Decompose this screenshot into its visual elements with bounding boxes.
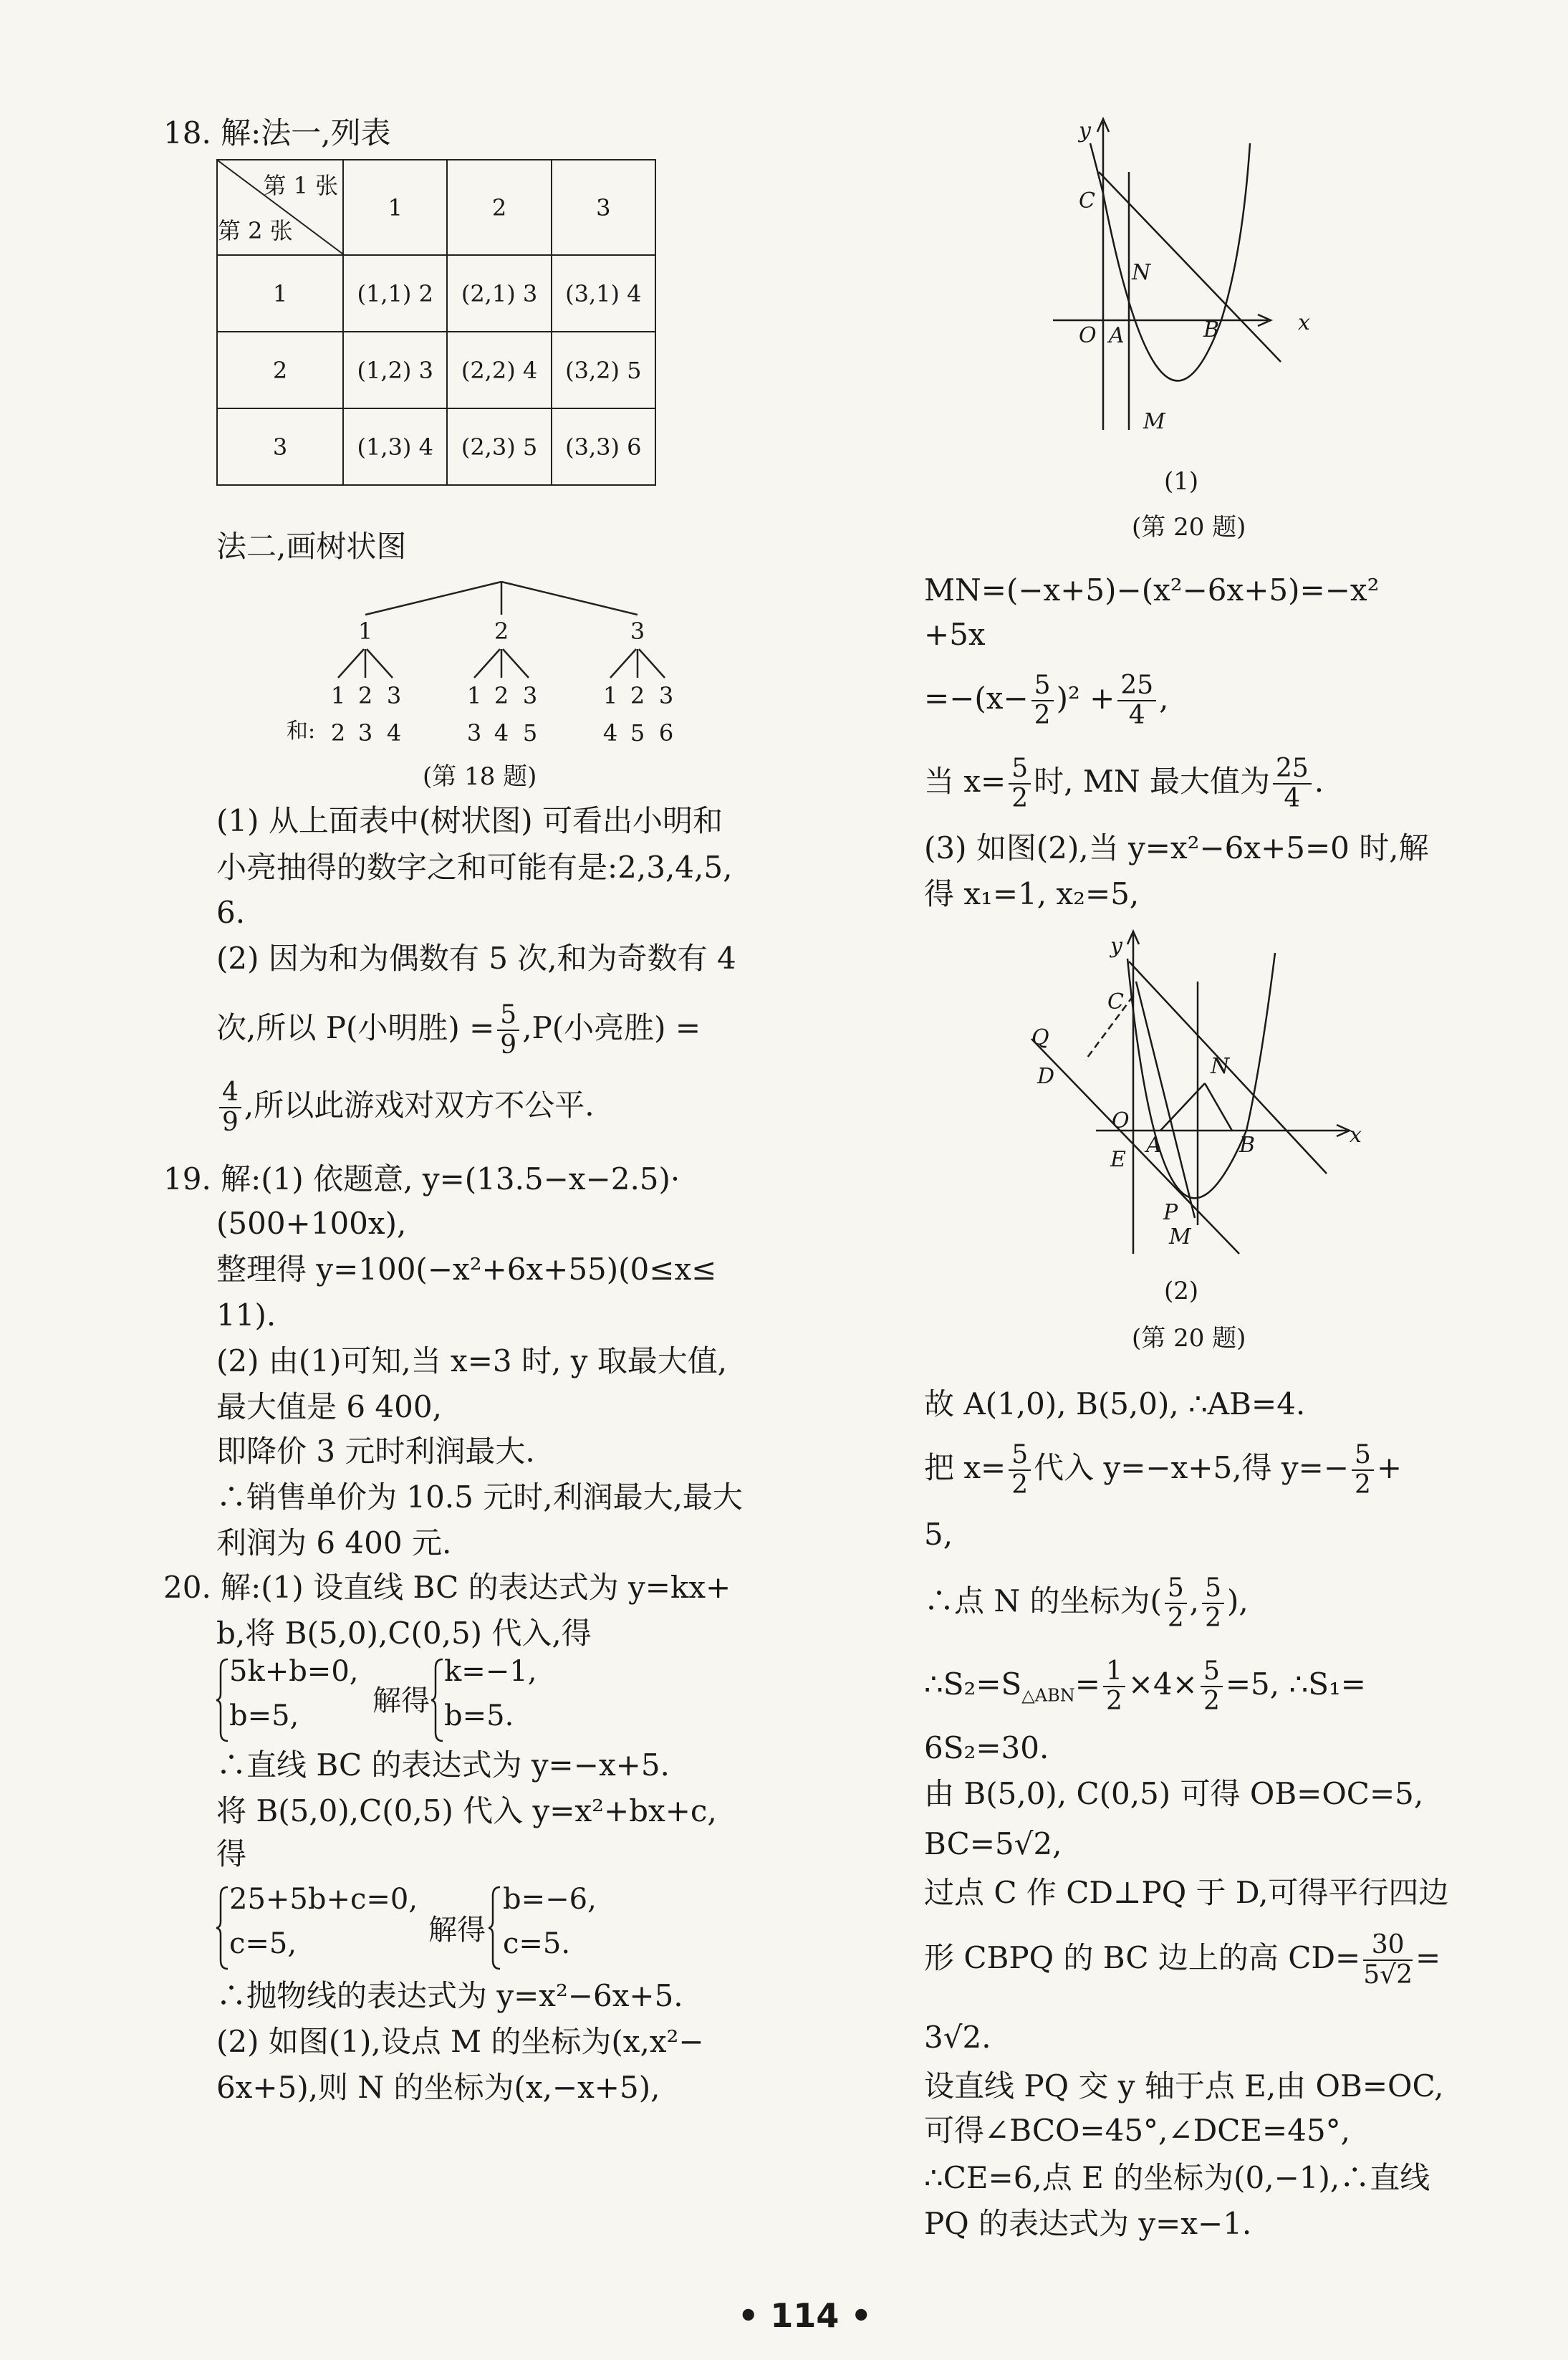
tree-sum: 3 (357, 719, 373, 747)
q19-line9: 利润为 6 400 元. (216, 1525, 452, 1560)
q18-part2-line3 (216, 1073, 595, 1138)
fig2-caption: (第 20 题) (1132, 1324, 1246, 1353)
q20-right2-8: BC=5√2, (924, 1826, 1062, 1861)
label-M: M (1143, 409, 1165, 434)
q18-heading: 18. 解:法一,列表 (163, 115, 391, 150)
fraction: $\frac{1}{2}$ (1103, 1657, 1125, 1716)
tree-l1-node: 3 (630, 618, 645, 645)
eq: b=5. (444, 1699, 514, 1732)
fraction: $\frac{5}{2}$ (1352, 1441, 1374, 1500)
label-B: B (1203, 317, 1220, 342)
table-cell: (3,1) 4 (552, 255, 655, 332)
label-C: C (1107, 989, 1124, 1014)
row-header: 2 (217, 332, 343, 408)
q18-part1-line3: 6. (216, 895, 246, 930)
tree-l2-node: 1 (466, 682, 482, 709)
figure-2 (1010, 924, 1382, 1261)
brace (431, 1658, 446, 1742)
text: ,P(小亮胜) = (522, 1010, 701, 1045)
subscript: △ABN (1021, 1685, 1075, 1706)
table-cell: (1,2) 3 (343, 332, 447, 408)
text: , (1159, 681, 1169, 716)
table-cell: (3,3) 6 (552, 408, 655, 485)
solve-label: 解得 (372, 1684, 430, 1717)
label-E: E (1110, 1147, 1126, 1172)
q20-line4: 将 B(5,0),C(0,5) 代入 y=x²+bx+c, (216, 1793, 717, 1828)
tree-sum: 2 (330, 719, 346, 747)
q19-line6: 最大值是 6 400, (216, 1389, 442, 1424)
q20-right-3 (924, 666, 1169, 731)
q20-right2-3: 5, (924, 1517, 953, 1552)
text: ×4× (1127, 1666, 1198, 1702)
q19-line1: 19. 解:(1) 依题意, y=(13.5−x−2.5)· (163, 1161, 680, 1196)
corner-bottom-label: 第 2 张 (218, 217, 293, 244)
text: =−(x− (924, 681, 1029, 716)
text: . (1314, 764, 1324, 799)
q20-right2-15: PQ 的表达式为 y=x−1. (924, 2206, 1252, 2241)
tree-sum: 6 (658, 719, 674, 747)
text: 次,所以 P(小明胜) = (216, 1010, 495, 1045)
label-N: N (1132, 260, 1151, 285)
fig1-caption: (第 20 题) (1132, 513, 1246, 542)
tree-l2-node: 2 (494, 682, 509, 709)
table-cell: (1,1) 2 (343, 255, 447, 332)
label-N: N (1211, 1054, 1230, 1079)
text: 代入 y=−x+5,得 y=− (1034, 1450, 1350, 1485)
eq: 25+5b+c=0, (229, 1883, 418, 1916)
eq: 5k+b=0, (229, 1655, 359, 1688)
fraction: $\frac{5}{2}$ (1031, 671, 1054, 730)
tree-l2-node: 1 (330, 682, 346, 709)
table-cell: (2,3) 5 (447, 408, 551, 485)
eq: c=5. (503, 1927, 571, 1960)
text: 把 x= (924, 1450, 1006, 1485)
text: ∴S₂=S (924, 1666, 1022, 1702)
col-header: 3 (552, 160, 655, 255)
q20-line3: ∴直线 BC 的表达式为 y=−x+5. (216, 1747, 670, 1783)
q20-right2-13: 可得∠BCO=45°,∠DCE=45°, (924, 2113, 1351, 2148)
q19-line8: ∴销售单价为 10.5 元时,利润最大,最大 (216, 1479, 743, 1515)
table-cell: (1,3) 4 (343, 408, 447, 485)
q19-line5: (2) 由(1)可知,当 x=3 时, y 取最大值, (216, 1343, 728, 1378)
table-cell: (2,1) 3 (447, 255, 551, 332)
fraction: $\frac{25}{4}$ (1117, 671, 1156, 730)
brace (216, 1886, 231, 1970)
q19-line4: 11). (216, 1297, 276, 1333)
tree-l2-node: 3 (386, 682, 402, 709)
fraction: $\frac{30}{5√2}$ (1363, 1930, 1413, 1990)
label-B: B (1239, 1133, 1256, 1158)
fraction: $\frac{25}{4}$ (1273, 754, 1312, 813)
tree-l2-node: 3 (522, 682, 538, 709)
q20-right2-4 (924, 1569, 1249, 1634)
solve-label: 解得 (428, 1914, 486, 1947)
q20-right-5: (3) 如图(2),当 y=x²−6x+5=0 时,解 (924, 830, 1429, 865)
text: 当 x= (924, 764, 1006, 799)
corner-top-label: 第 1 张 (263, 172, 339, 199)
text: 时, MN 最大值为 (1034, 764, 1270, 799)
q20-right2-10 (924, 1926, 1440, 1990)
q20-right-1: MN=(−x+5)−(x²−6x+5)=−x² (924, 572, 1380, 608)
q20-line5: 得 (216, 1836, 247, 1871)
row-header: 1 (217, 255, 343, 332)
q18-method2: 法二,画树状图 (216, 529, 407, 564)
col-header: 2 (447, 160, 551, 255)
eq: c=5, (229, 1927, 297, 1960)
q18-part1-line2: 小亮抽得的数字之和可能有是:2,3,4,5, (216, 850, 733, 885)
label-x: x (1350, 1123, 1362, 1148)
q18-part1-line1: (1) 从上面表中(树状图) 可看出小明和 (216, 803, 723, 838)
label-y: y (1110, 934, 1122, 959)
q20-right-2: +5x (924, 617, 986, 652)
label-A: A (1109, 323, 1125, 348)
q20-right2-7: 由 B(5,0), C(0,5) 可得 OB=OC=5, (924, 1776, 1424, 1811)
label-P: P (1163, 1200, 1178, 1225)
fig2-sub: (2) (1164, 1277, 1199, 1305)
fraction: $\frac{5}{9}$ (497, 1001, 519, 1060)
col-header: 1 (343, 160, 447, 255)
tree-l1-node: 2 (494, 618, 509, 645)
text: = (1415, 1940, 1441, 1975)
q20-line2: b,将 B(5,0),C(0,5) 代入,得 (216, 1616, 592, 1651)
q20-right2-6: 6S₂=30. (924, 1730, 1049, 1765)
q18-part2-line2 (216, 996, 701, 1060)
q20-right-6: 得 x₁=1, x₂=5, (924, 876, 1140, 911)
q20-right2-11: 3√2. (924, 2020, 991, 2055)
brace (216, 1658, 231, 1742)
text: ∴点 N 的坐标为( (924, 1583, 1162, 1618)
q20-line1: 20. 解:(1) 设直线 BC 的表达式为 y=kx+ (163, 1570, 731, 1605)
text: ,所以此游戏对双方不公平. (244, 1088, 595, 1123)
tree-sum-label: 和: (287, 719, 316, 744)
fraction: $\frac{5}{2}$ (1201, 1657, 1223, 1716)
table-cell: (3,2) 5 (552, 332, 655, 408)
text: 形 CBPQ 的 BC 边上的高 CD= (924, 1940, 1361, 1975)
q19-line7: 即降价 3 元时利润最大. (216, 1434, 535, 1469)
tree-l2-node: 2 (357, 682, 373, 709)
tree-l2-node: 3 (658, 682, 674, 709)
fig1-sub: (1) (1164, 467, 1199, 496)
label-O: O (1112, 1108, 1130, 1133)
text: )² + (1056, 681, 1115, 716)
tree-l2-node: 2 (630, 682, 645, 709)
table-row (217, 408, 655, 485)
q20-right2-1: 故 A(1,0), B(5,0), ∴AB=4. (924, 1386, 1306, 1421)
q20-right-4 (924, 749, 1324, 814)
label-A: A (1146, 1133, 1162, 1158)
label-M: M (1169, 1224, 1191, 1249)
tree-sum: 3 (466, 719, 482, 747)
tree-sum: 4 (386, 719, 402, 747)
q20-line8: 6x+5),则 N 的坐标为(x,−x+5), (216, 2070, 660, 2105)
q20-right2-14: ∴CE=6,点 E 的坐标为(0,−1),∴直线 (924, 2160, 1430, 2195)
q20-right2-5 (924, 1652, 1366, 1727)
page-number: • 114 • (738, 2296, 872, 2335)
table-row (217, 332, 655, 408)
q20-right2-12: 设直线 PQ 交 y 轴于点 E,由 OB=OC, (924, 2068, 1444, 2104)
label-C: C (1079, 188, 1095, 214)
q18-caption: (第 18 题) (423, 762, 537, 791)
tree-sum: 5 (630, 719, 645, 747)
table-cell: (2,2) 4 (447, 332, 551, 408)
text: , (1189, 1583, 1200, 1618)
q20-line6: ∴抛物线的表达式为 y=x²−6x+5. (216, 1978, 683, 2013)
q18-part2-line1: (2) 因为和为偶数有 5 次,和为奇数有 4 (216, 941, 736, 976)
fraction: $\frac{5}{2}$ (1009, 754, 1031, 813)
table-corner-cell (217, 160, 343, 255)
fraction: $\frac{5}{2}$ (1202, 1574, 1224, 1633)
text: + (1376, 1450, 1403, 1485)
tree-diagram (287, 579, 688, 758)
eq: k=−1, (444, 1655, 537, 1688)
text: = (1074, 1666, 1100, 1702)
label-O: O (1079, 323, 1097, 348)
figure-1 (1031, 115, 1332, 444)
label-D: D (1037, 1064, 1055, 1089)
q19-line3: 整理得 y=100(−x²+6x+55)(0≤x≤ (216, 1252, 717, 1287)
label-y: y (1079, 118, 1091, 143)
label-Q: Q (1031, 1025, 1049, 1050)
eq: b=5, (229, 1699, 299, 1732)
eq: b=−6, (503, 1883, 597, 1916)
q20-line7: (2) 如图(1),设点 M 的坐标为(x,x²− (216, 2024, 704, 2059)
fraction: $\frac{4}{9}$ (219, 1078, 241, 1137)
text: ), (1227, 1583, 1249, 1618)
table-row (217, 255, 655, 332)
tree-sum: 4 (494, 719, 509, 747)
tree-sum: 4 (602, 719, 618, 747)
tree-l2-node: 1 (602, 682, 618, 709)
q20-right2-9: 过点 C 作 CD⊥PQ 于 D,可得平行四边 (924, 1875, 1449, 1910)
tree-l1-node: 1 (357, 618, 373, 645)
fraction: $\frac{5}{2}$ (1165, 1574, 1187, 1633)
fraction: $\frac{5}{2}$ (1009, 1441, 1031, 1500)
brace (489, 1886, 503, 1970)
row-header: 3 (217, 408, 343, 485)
text: =5, ∴S₁= (1225, 1666, 1366, 1702)
q19-line2: (500+100x), (216, 1206, 407, 1241)
q18-table (216, 159, 656, 486)
q20-right2-2 (924, 1436, 1402, 1500)
tree-sum: 5 (522, 719, 538, 747)
label-x: x (1298, 310, 1310, 335)
